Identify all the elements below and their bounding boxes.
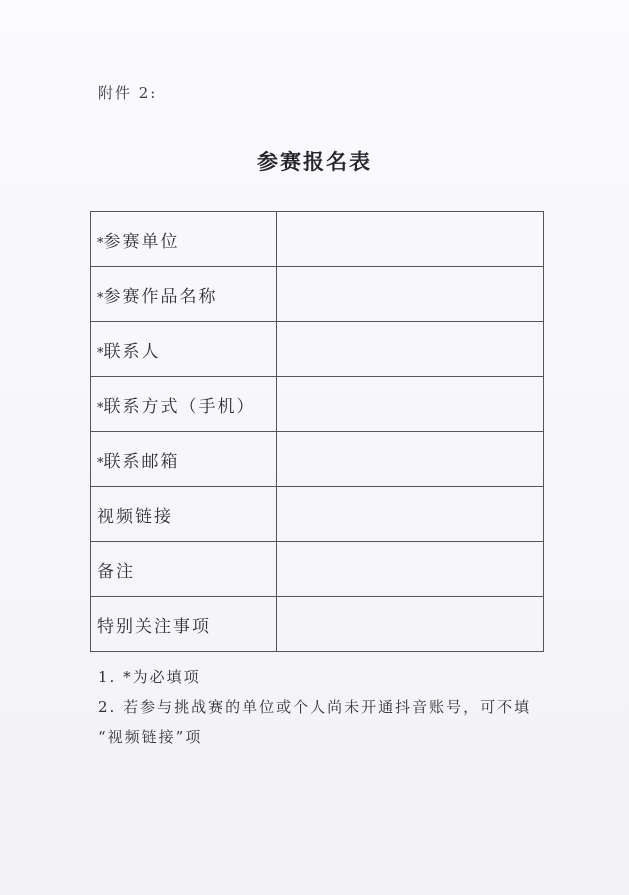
notes-section [98,662,558,752]
required-marker: * [97,400,104,416]
field-label-cell [91,432,277,487]
table-row [91,542,544,597]
field-label: 备注 [97,561,135,582]
field-value-cell[interactable] [277,487,544,542]
note-video-link: 2. 若参与挑战赛的单位或个人尚未开通抖音账号，可不填 [98,698,532,716]
field-value-cell[interactable] [277,542,544,597]
table-row [91,487,544,542]
field-value-cell[interactable] [277,212,544,267]
field-value-cell[interactable] [277,597,544,652]
table-row [91,597,544,652]
table-row [91,377,544,432]
field-label-cell [91,597,277,652]
field-label-cell [91,377,277,432]
field-label: 联系人 [103,341,161,362]
field-label: 联系方式（手机） [103,396,256,417]
table-row [91,212,544,267]
field-value-cell[interactable] [277,267,544,322]
field-label: 联系邮箱 [103,451,180,472]
form-title: 参赛报名表 [257,149,372,174]
table-row [91,432,544,487]
required-marker: * [97,455,104,471]
field-label-cell [91,267,277,322]
attachment-label: 附件 2: [98,84,158,102]
field-label: 特别关注事项 [97,616,211,637]
required-marker: * [97,235,104,251]
field-value-cell[interactable] [277,432,544,487]
field-label-cell [91,322,277,377]
field-label-cell [91,542,277,597]
required-marker: * [97,345,104,361]
field-label-cell [91,487,277,542]
note-required-fields: 1. *为必填项 [98,668,201,686]
note-video-link-continued: “视频链接”项 [98,728,203,746]
required-marker: * [97,290,104,306]
registration-form-table [90,211,544,652]
field-label: 参赛单位 [103,231,180,252]
field-label-cell [91,212,277,267]
table-row [91,267,544,322]
field-value-cell[interactable] [277,377,544,432]
field-label: 参赛作品名称 [103,286,218,307]
table-row [91,322,544,377]
field-value-cell[interactable] [277,322,544,377]
field-label: 视频链接 [97,506,173,527]
